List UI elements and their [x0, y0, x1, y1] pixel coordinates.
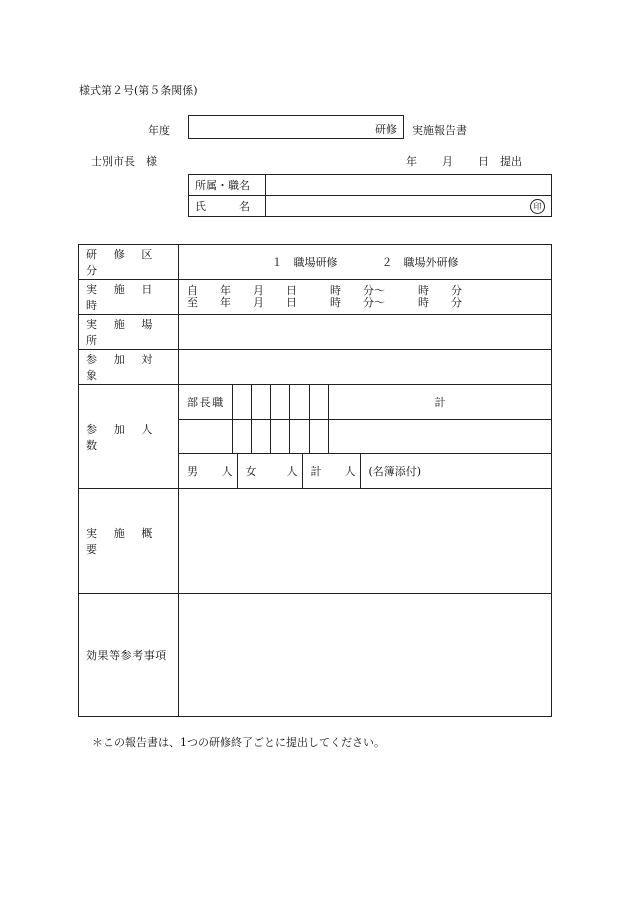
effects-label: 効果等参考事項	[79, 594, 179, 717]
affiliation-label: 所属・職名	[189, 175, 266, 196]
venue-field[interactable]	[179, 315, 552, 350]
name-field[interactable]	[266, 196, 552, 217]
footnote: ＊この報告書は、1つの研修終了ごとに提出してください。	[92, 736, 385, 749]
training-name-box[interactable]	[188, 115, 404, 139]
count-cell[interactable]	[232, 385, 251, 419]
target-label: 参 加 対 象	[79, 350, 179, 385]
category-option-1[interactable]: １ 職場研修	[271, 256, 338, 269]
date-year-label: 年	[406, 155, 417, 168]
total-header: 計	[329, 385, 551, 419]
seal-mark: 印	[530, 199, 545, 214]
participants-field	[179, 385, 552, 489]
count-cell[interactable]	[232, 419, 251, 453]
count-cell[interactable]	[309, 419, 328, 453]
target-field[interactable]	[179, 350, 552, 385]
addressee: 士別市長 様	[91, 155, 157, 168]
male-count[interactable]: 男 人	[179, 454, 237, 488]
date-field[interactable]	[179, 280, 552, 315]
female-count[interactable]: 女 人	[237, 454, 302, 488]
fiscal-year-label: 年度	[148, 124, 170, 137]
report-title: 実施報告書	[412, 124, 467, 137]
form-reference: 様式第２号(第５条関係)	[79, 84, 198, 97]
count-cell[interactable]	[290, 419, 309, 453]
category-field[interactable]	[179, 245, 552, 280]
summary-label: 実 施 概 要	[79, 489, 179, 594]
sum-count[interactable]: 計 人	[302, 454, 360, 488]
summary-field[interactable]	[179, 489, 552, 594]
name-label: 氏 名	[189, 196, 266, 217]
dept-head-label: 部長職	[179, 385, 232, 419]
affiliation-field[interactable]	[266, 175, 552, 196]
roster-note: (名簿添付)	[368, 464, 422, 478]
date-label: 実 施 日 時	[79, 280, 179, 315]
date-month-label: 月	[442, 155, 453, 168]
participants-grid	[179, 385, 551, 488]
total-cell[interactable]	[329, 419, 551, 453]
sex-breakdown	[179, 454, 551, 488]
date-to: 至 年 月 日 時 分～ 時 分	[187, 296, 462, 309]
submission-date	[406, 153, 522, 169]
participants-label: 参 加 人 数	[79, 385, 179, 489]
count-cell[interactable]	[271, 419, 290, 453]
effects-field[interactable]	[179, 594, 552, 717]
count-cell[interactable]	[309, 385, 328, 419]
category-option-2[interactable]: ２ 職場外研修	[381, 256, 459, 269]
date-from: 自 年 月 日 時 分～ 時 分	[187, 284, 462, 297]
count-cell[interactable]	[179, 419, 232, 453]
applicant-table	[188, 174, 552, 217]
count-cell[interactable]	[251, 385, 270, 419]
venue-label: 実 施 場 所	[79, 315, 179, 350]
date-submit-label: 提出	[500, 155, 522, 168]
count-cell[interactable]	[251, 419, 270, 453]
date-day-label: 日	[478, 155, 489, 168]
count-cell[interactable]	[290, 385, 309, 419]
report-table	[78, 244, 552, 717]
count-cell[interactable]	[271, 385, 290, 419]
category-label: 研 修 区 分	[79, 245, 179, 280]
training-label: 研修	[375, 123, 397, 136]
